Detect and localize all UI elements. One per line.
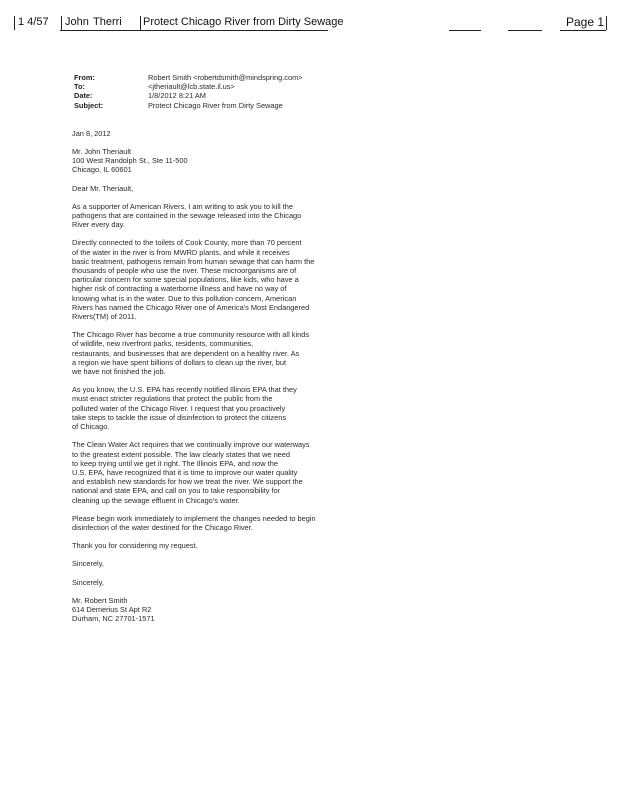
header-to-name: John bbox=[65, 16, 89, 28]
body-paragraph: Thank you for considering my request. bbox=[72, 541, 198, 551]
body-paragraph: As a supporter of American Rivers, I am writing to ask you to kill the pathogens that are contained in the sewage released into the Chicago River every day. bbox=[72, 201, 302, 230]
header-subject: Protect Chicago River from Dirty Sewage bbox=[143, 16, 344, 28]
header-underline bbox=[508, 30, 542, 31]
header-underline bbox=[60, 30, 328, 31]
header-underline bbox=[449, 30, 481, 31]
header-underline bbox=[560, 30, 606, 31]
meta-key-date: Date: bbox=[74, 91, 93, 101]
body-paragraph: As you know, the U.S. EPA has recently notified Illinois EPA that they must enact stricter regulations that protect the public from the polluted water of the Chicago River. I request that you proactively take steps to tackle the issue of disinfection to protect the citizens of Chicago. bbox=[72, 385, 297, 432]
meta-key-from: From: bbox=[74, 73, 95, 82]
header-index: 1 4/57 bbox=[18, 16, 49, 28]
letter-body bbox=[72, 202, 554, 624]
email-metadata bbox=[74, 73, 554, 110]
document-header bbox=[0, 12, 619, 36]
meta-key-subject: Subject: bbox=[74, 100, 104, 110]
header-divider bbox=[61, 16, 62, 30]
meta-value-from: Robert Smith <robertdsmith@mindspring.com> bbox=[148, 73, 303, 82]
header-to-name: Therri bbox=[93, 16, 122, 28]
meta-key-to: To: bbox=[74, 82, 85, 92]
salutation: Dear Mr. Theriault, bbox=[72, 183, 134, 193]
meta-value-date: 1/8/2012 8:21 AM bbox=[148, 91, 206, 101]
body-paragraph: Directly connected to the toilets of Cook County, more than 70 percent of the water in the river is from MWRD plants, and while it receives basic treatment, pathogens remain from human sewage that can harm the thousands of people who use the river. These microorganisms are of particular concern for some special populations, like kids, who have a higher risk of contracting a waterborne illness and have no way of knowing what is in the water. Due to this pollution concern, American Rivers has named the Chicago River one of America's Most Endangered Rivers(TM) of 2011. bbox=[72, 238, 315, 322]
recipient-address: Mr. John Theriault 100 West Randolph St., Ste 11-500 Chicago, IL 60601 bbox=[72, 147, 188, 175]
header-divider bbox=[14, 16, 15, 30]
header-divider bbox=[606, 16, 607, 30]
page-number: Page 1 bbox=[566, 15, 605, 29]
signature-block: Mr. Robert Smith 614 Demerius St Apt R2 Durham, NC 27701-1571 bbox=[72, 595, 155, 624]
body-paragraph: The Clean Water Act requires that we continually improve our waterways to the greatest extent possible. The law clearly states that we need to keep trying until we get it right. The Illinois EPA, and now the U.S. EPA, have recognized that it is time to improve our water quality and establish new standards for how we treat the river. We support the national and state EPA, and call on you to take responsibility for cleaning up the sewage effluent in Chicago's water. bbox=[72, 440, 310, 505]
meta-value-to: <jtheriault@lcb.state.il.us> bbox=[148, 82, 235, 92]
email-document bbox=[74, 73, 554, 632]
body-paragraph: Please begin work immediately to implement the changes needed to begin disinfection of the water destined for the Chicago River. bbox=[72, 513, 316, 532]
meta-value-subject: Protect Chicago River from Dirty Sewage bbox=[148, 100, 283, 110]
body-paragraph: The Chicago River has become a true community resource with all kinds of wildlife, new riverfront parks, residents, communities, restaurants, and businesses that are dependent on a healthy river. As a region we have spent billions of dollars to clean up the river, but we have not finished the job. bbox=[72, 330, 310, 377]
header-divider bbox=[140, 16, 141, 30]
letter-date: Jan 8, 2012 bbox=[72, 128, 111, 138]
closing: Sincerely, bbox=[72, 577, 104, 587]
closing: Sincerely, bbox=[72, 559, 104, 569]
